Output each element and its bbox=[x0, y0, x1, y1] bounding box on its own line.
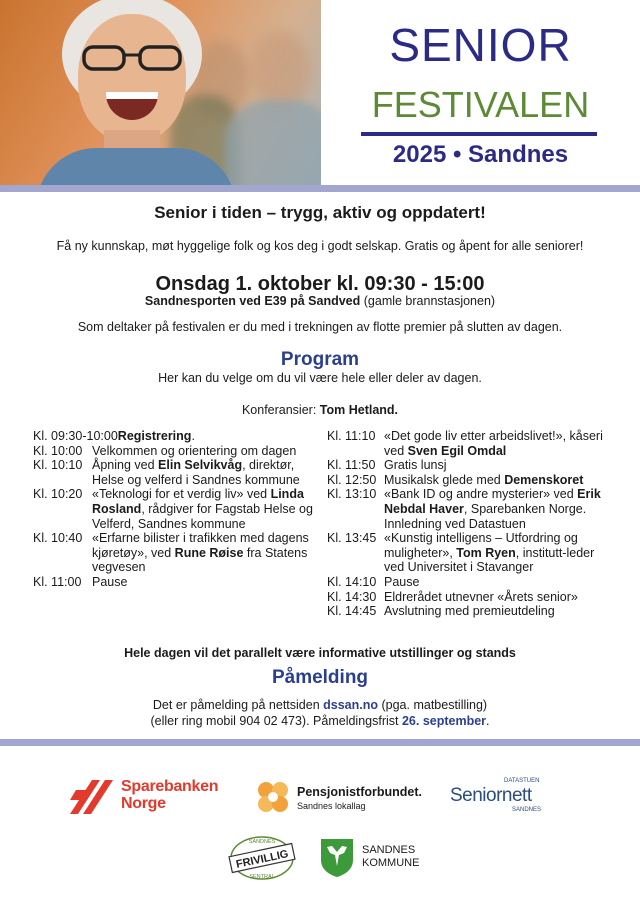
registration-text: Det er påmelding på nettsiden bbox=[152, 698, 324, 712]
festival-logo bbox=[321, 0, 640, 185]
sandnes-coat-of-arms-icon bbox=[320, 838, 354, 878]
event-date-time: Onsdag 1. oktober kl. 09:30 - 15:00 bbox=[155, 273, 485, 295]
schedule-time: Kl. 09:30-10:00 bbox=[33, 429, 118, 443]
schedule-text: «Bank ID og andre mysterier» ved bbox=[384, 487, 578, 502]
host-line bbox=[0, 403, 640, 417]
divider-band-top bbox=[0, 185, 640, 192]
schedule-row bbox=[33, 487, 328, 531]
schedule-text: fra Statens vegvesen bbox=[92, 545, 308, 575]
title-festivalen: FESTIVALEN bbox=[371, 84, 590, 125]
schedule-text: Musikalsk glede med bbox=[384, 472, 505, 487]
schedule-speaker: Linda Rosland bbox=[92, 487, 304, 516]
schedule-row bbox=[33, 444, 328, 459]
schedule-text: Eldrerådet utnevner «Årets senior» bbox=[384, 589, 578, 604]
venue-note: (gamle brannstasjonen) bbox=[360, 294, 496, 308]
schedule-description bbox=[384, 473, 617, 488]
divider-band-bottom bbox=[0, 739, 640, 746]
schedule-speaker: Erik Nebdal Haver bbox=[384, 487, 601, 516]
schedule-description bbox=[92, 487, 328, 531]
schedule-time: Kl. 13:10 bbox=[327, 487, 377, 502]
frivillig-top: SANDNES bbox=[248, 839, 276, 845]
venue-name: Sandnesporten ved E39 på Sandved bbox=[144, 294, 361, 308]
schedule-time: Kl. 13:45 bbox=[327, 531, 377, 546]
schedule-row bbox=[327, 575, 617, 590]
intro-text: Få ny kunnskap, møt hyggelige folk og kos deg i godt selskap. Gratis og åpent for alle seniorer! bbox=[56, 239, 584, 253]
registration-line-2 bbox=[0, 714, 640, 728]
schedule-text: , institutt-leder ved Universitet i Stavanger bbox=[384, 545, 595, 575]
seniornett-logo bbox=[450, 778, 560, 818]
seniornett-sub: SANDNES bbox=[512, 807, 542, 813]
schedule-text: Pause bbox=[92, 574, 128, 589]
schedule-description bbox=[384, 487, 617, 531]
kommune-line2: KOMMUNE bbox=[362, 857, 420, 869]
schedule-row bbox=[33, 575, 328, 590]
schedule-time: Kl. 10:40 bbox=[33, 531, 83, 546]
title-senior: SENIOR bbox=[389, 19, 572, 71]
seniornett-name: Seniornett bbox=[450, 785, 532, 806]
sparebanken-norge-logo bbox=[70, 776, 245, 816]
pensjonistforbundet-mark-icon bbox=[255, 779, 291, 815]
schedule-text: , rådgiver for Fagstab Helse og Velferd, Sandnes kommune bbox=[92, 501, 313, 531]
schedule-description bbox=[384, 429, 617, 458]
sparebanken-line2: Norge bbox=[121, 795, 166, 812]
schedule-description bbox=[92, 444, 328, 459]
registration-deadline: 26. september bbox=[401, 714, 487, 728]
schedule-text: Velkommen og orientering om dagen bbox=[92, 443, 297, 458]
host-label: Konferansier: bbox=[241, 403, 320, 417]
schedule-description bbox=[92, 575, 328, 590]
schedule-text: Gratis lunsj bbox=[384, 458, 447, 473]
parallel-note: Hele dagen vil det parallelt være informative utstillinger og stands bbox=[124, 646, 516, 660]
schedule-description bbox=[92, 531, 328, 575]
program-subtitle: Her kan du velge om du vil være hele eller deler av dagen. bbox=[158, 371, 482, 385]
year-location bbox=[321, 140, 640, 170]
event-venue bbox=[0, 294, 640, 308]
kommune-line1: SANDNES bbox=[362, 844, 416, 856]
schedule-time: Kl. 10:00 bbox=[33, 443, 83, 458]
schedule-speaker: Registrering bbox=[117, 429, 192, 443]
schedule-row bbox=[327, 531, 617, 575]
registration-text: (eller ring mobil 904 02 473). Påmeldingsfrist bbox=[150, 714, 402, 728]
frivillig-main: FRIVILLIG bbox=[235, 848, 290, 871]
year: 2025 bbox=[392, 141, 447, 168]
prize-note: Som deltaker på festivalen er du med i trekningen av flotte premier på slutten av dagen. bbox=[77, 320, 563, 334]
schedule-text: , direktør, Helse og velferd i Sandnes kommune bbox=[92, 458, 300, 487]
schedule-row bbox=[327, 590, 617, 605]
schedule-text: «Kunstig intelligens – Utfordring og muligheter», bbox=[384, 531, 578, 560]
schedule-time: Kl. 10:20 bbox=[33, 487, 83, 502]
pensjonistforbundet-logo bbox=[255, 779, 445, 819]
schedule-row bbox=[327, 604, 617, 619]
schedule-time: Kl. 14:10 bbox=[327, 574, 377, 589]
schedule-row bbox=[33, 429, 328, 444]
schedule-speaker: Sven Egil Omdal bbox=[407, 443, 507, 458]
sparebanken-mark-icon bbox=[70, 780, 116, 814]
bullet-separator: • bbox=[452, 141, 462, 168]
schedule-description bbox=[384, 458, 617, 473]
seniornett-top: DATASTUEN bbox=[504, 778, 540, 784]
schedule-speaker: Tom Ryen bbox=[456, 545, 516, 560]
schedule-speaker: Demenskoret bbox=[504, 472, 584, 487]
schedule-time: Kl. 10:10 bbox=[33, 458, 83, 473]
schedule-time: Kl. 11:00 bbox=[33, 574, 82, 589]
pensjonist-name: Pensjonistforbundet. bbox=[297, 785, 422, 799]
title-rule bbox=[361, 132, 597, 136]
tagline: Senior i tiden – trygg, aktiv og oppdatert! bbox=[154, 203, 486, 222]
schedule-description bbox=[384, 575, 617, 590]
schedule-text: «Det gode liv etter arbeidslivet!», kåseri ved bbox=[384, 429, 603, 458]
schedule-description bbox=[384, 604, 617, 619]
schedule-time: Kl. 14:45 bbox=[327, 604, 377, 619]
schedule-speaker: Rune Røise bbox=[174, 545, 244, 560]
schedule-time: Kl. 11:10 bbox=[327, 429, 376, 443]
sparebanken-line1: Sparebanken bbox=[121, 778, 219, 795]
city: Sandnes bbox=[468, 141, 569, 168]
schedule-row bbox=[327, 429, 617, 458]
schedule-description bbox=[384, 590, 617, 605]
registration-text: (pga. matbestilling) bbox=[378, 698, 488, 712]
registration-line-1 bbox=[0, 698, 640, 712]
schedule-row bbox=[33, 531, 328, 575]
schedule-description bbox=[384, 531, 617, 575]
schedule-right-column bbox=[327, 429, 617, 619]
schedule-description bbox=[92, 458, 328, 487]
host-name: Tom Hetland. bbox=[319, 403, 399, 417]
sandnes-kommune-logo bbox=[320, 838, 430, 880]
schedule-text: . bbox=[191, 429, 195, 443]
schedule-row bbox=[33, 458, 328, 487]
schedule-time: Kl. 11:50 bbox=[327, 458, 376, 473]
schedule-row bbox=[327, 473, 617, 488]
pensjonist-sub: Sandnes lokallag bbox=[297, 801, 366, 811]
schedule-text: Åpning ved bbox=[92, 458, 159, 473]
registration-heading: Påmelding bbox=[271, 667, 369, 688]
schedule-text: Avslutning med premieutdeling bbox=[384, 604, 555, 619]
schedule-text: , Sparebanken Norge. Innledning ved Datastuen bbox=[384, 501, 587, 531]
frivillig-bottom: SENTRAL bbox=[249, 874, 275, 880]
website-link[interactable]: dssan.no bbox=[323, 698, 379, 712]
program-heading: Program bbox=[280, 349, 360, 370]
registration-text: . bbox=[486, 714, 490, 728]
frivillig-badge-icon bbox=[227, 833, 297, 883]
schedule-time: Kl. 12:50 bbox=[327, 472, 377, 487]
schedule-description bbox=[118, 429, 328, 444]
schedule-text: «Teknologi for et verdig liv» ved bbox=[92, 487, 271, 502]
schedule-row bbox=[327, 487, 617, 531]
schedule-time: Kl. 14:30 bbox=[327, 589, 377, 604]
frivillig-sentral-logo bbox=[227, 833, 297, 883]
schedule-speaker: Elin Selvikvåg bbox=[158, 458, 243, 473]
schedule-text: Pause bbox=[384, 574, 420, 589]
hero-photo bbox=[0, 0, 321, 185]
schedule-text: «Erfarne bilister i trafikken med dagens kjøretøy», ved bbox=[92, 531, 309, 560]
schedule-left-column bbox=[33, 429, 328, 590]
schedule-row bbox=[327, 458, 617, 473]
